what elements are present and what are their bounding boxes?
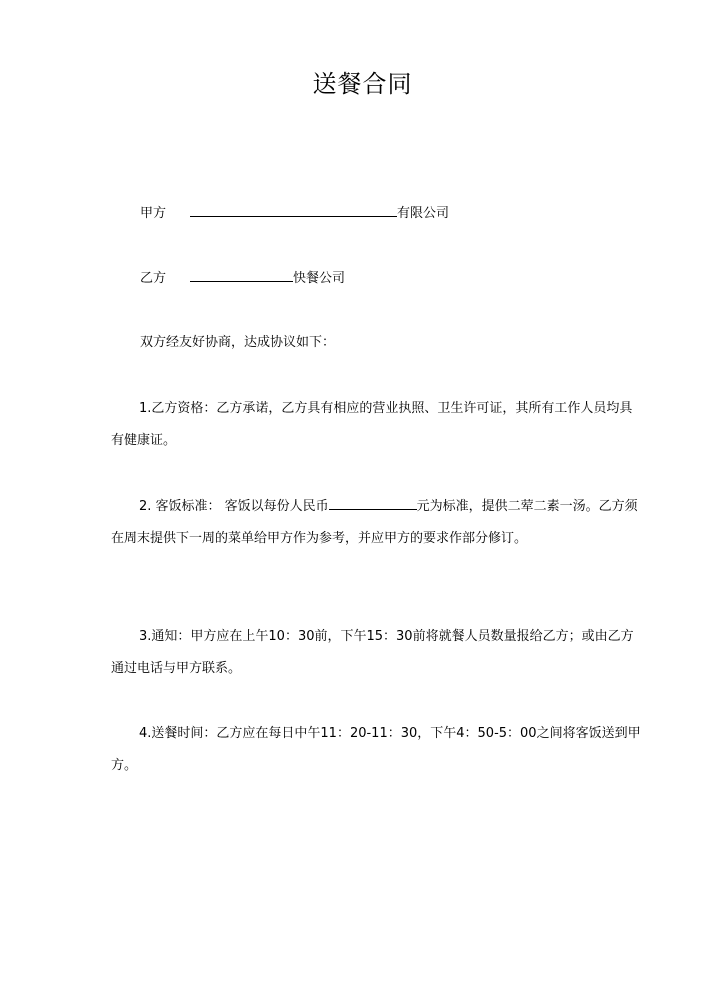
- party-a-blank[interactable]: [190, 204, 397, 217]
- price-blank[interactable]: [329, 497, 417, 510]
- clause-2: [111, 491, 641, 555]
- party-b-blank[interactable]: [190, 269, 293, 282]
- document-title: 送餐合同: [312, 70, 413, 98]
- party-a-line: [140, 204, 449, 223]
- party-b-line: [140, 269, 345, 288]
- intro-text: 双方经友好协商，达成协议如下：: [140, 335, 336, 350]
- clause-1: 1.乙方资格：乙方承诺，乙方具有相应的营业执照、卫生许可证，其所有工作人员均具有健康证。: [111, 401, 633, 448]
- clause-2-suffix: 元为标准，提供二荤二素一汤。乙方须在周末提供下一周的菜单给甲方作为参考，并应甲方的要求作部分修订。: [111, 499, 638, 546]
- party-a-suffix: 有限公司: [397, 206, 450, 221]
- party-b-label: 乙方: [140, 271, 167, 286]
- clause-4: 4.送餐时间：乙方应在每日中午11：20-11：30，下午4：50-5：00之间将客饭送到甲方。: [111, 726, 641, 773]
- clause-3: 3.通知：甲方应在上午10：30前，下午15：30前将就餐人员数量报给乙方；或由乙方通过电话与甲方联系。: [111, 629, 634, 676]
- party-a-label: 甲方: [140, 206, 167, 221]
- party-b-suffix: 快餐公司: [293, 271, 346, 286]
- clause-2-prefix: 2. 客饭标准： 客饭以每份人民币: [139, 499, 329, 514]
